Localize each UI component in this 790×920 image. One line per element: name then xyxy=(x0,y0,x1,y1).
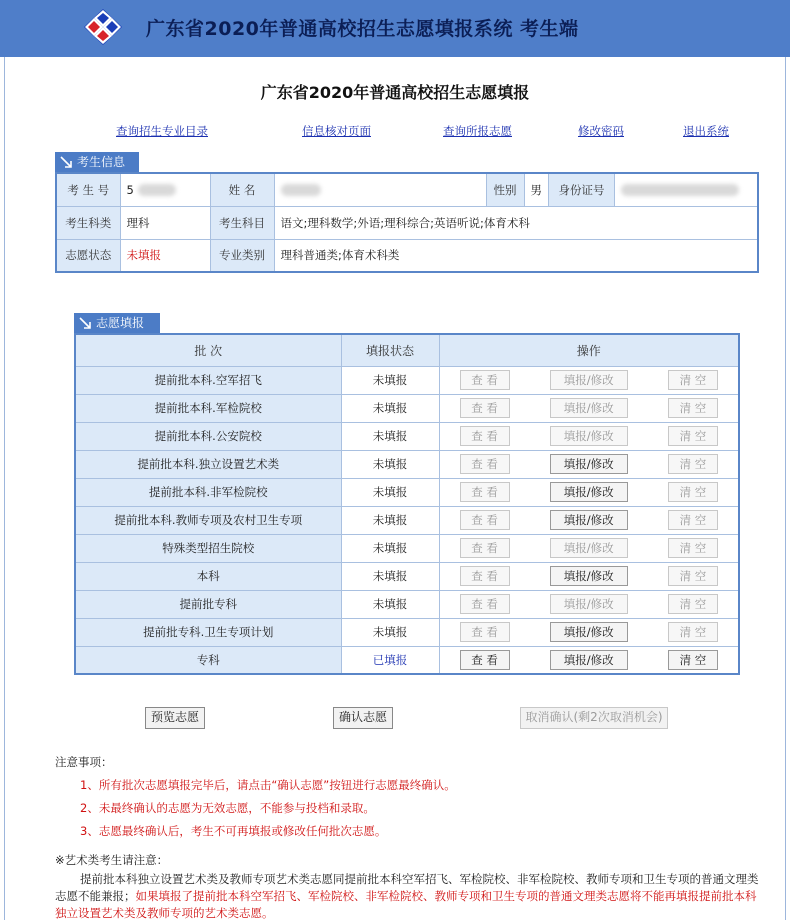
applications-body xyxy=(75,366,739,674)
subjects-label: 考生科目 xyxy=(210,206,274,239)
edit-button[interactable]: 填报/修改 xyxy=(550,510,628,530)
edit-button[interactable]: 填报/修改 xyxy=(550,398,628,418)
art-notes-heading: ※艺术类考生请注意： xyxy=(55,853,169,867)
system-title: 广东省2020年普通高校招生志愿填报系统 考生端 xyxy=(146,18,579,40)
clear-button[interactable]: 清 空 xyxy=(668,482,718,502)
table-header-row xyxy=(75,334,739,366)
major-type-value: 理科普通类;体育术科类 xyxy=(274,239,758,272)
table-row xyxy=(75,478,739,506)
category-label: 考生科类 xyxy=(56,206,120,239)
blue-red-diamond-logo-icon xyxy=(78,8,128,46)
view-button[interactable]: 查 看 xyxy=(460,650,510,670)
status-cell: 未填报 xyxy=(341,618,439,646)
info-row xyxy=(56,206,758,239)
notes-heading: 注意事项： xyxy=(55,755,113,769)
info-row xyxy=(56,173,758,206)
ops-cell xyxy=(439,618,739,646)
ops-cell xyxy=(439,562,739,590)
col-status-header: 填报状态 xyxy=(341,334,439,366)
view-button[interactable]: 查 看 xyxy=(460,370,510,390)
table-row xyxy=(75,562,739,590)
name-value xyxy=(274,173,486,206)
exam-no-value xyxy=(120,173,210,206)
link-info-verify[interactable]: 信息核对页面 xyxy=(302,124,371,138)
applications-table xyxy=(74,333,740,675)
student-info-tab-label: 考生信息 xyxy=(77,155,126,169)
clear-button[interactable]: 清 空 xyxy=(668,566,718,586)
edit-button[interactable]: 填报/修改 xyxy=(550,370,628,390)
table-row xyxy=(75,394,739,422)
view-button[interactable]: 查 看 xyxy=(460,398,510,418)
preview-button[interactable]: 预览志愿 xyxy=(145,707,205,729)
student-info-table xyxy=(55,172,759,273)
exam-no-text: 5 xyxy=(126,182,134,197)
page-title: 广东省2020年普通高校招生志愿填报 xyxy=(260,83,530,102)
clear-button[interactable]: 清 空 xyxy=(668,426,718,446)
id-label: 身份证号 xyxy=(549,173,615,206)
cancel-confirm-button[interactable]: 取消确认(剩2次取消机会) xyxy=(520,707,668,729)
batch-cell: 提前批专科.卫生专项计划 xyxy=(75,618,341,646)
exam-no-label: 考 生 号 xyxy=(56,173,120,206)
category-value: 理科 xyxy=(120,206,210,239)
gender-label: 性别 xyxy=(486,173,524,206)
note-item: 3、志愿最终确认后，考生不可再填报或修改任何批次志愿。 xyxy=(80,824,387,838)
status-cell: 未填报 xyxy=(341,590,439,618)
link-logout[interactable]: 退出系统 xyxy=(683,124,729,138)
art-notes-warning: 如果填报了提前批本科空军招飞、军检院校、非军检院校、教师专项和卫生专项的普通文理类志愿将不能再填报提前批本科独立设置艺术类及教师专项的艺术类志愿。 xyxy=(55,889,757,920)
table-row xyxy=(75,534,739,562)
table-row xyxy=(75,366,739,394)
table-row xyxy=(75,422,739,450)
corner-arrow-icon xyxy=(78,316,92,330)
view-button[interactable]: 查 看 xyxy=(460,622,510,642)
ops-cell xyxy=(439,646,739,674)
link-change-password[interactable]: 修改密码 xyxy=(578,124,624,138)
view-button[interactable]: 查 看 xyxy=(460,482,510,502)
view-button[interactable]: 查 看 xyxy=(460,594,510,614)
redacted-blur xyxy=(138,184,176,196)
batch-cell: 提前批本科.非军检院校 xyxy=(75,478,341,506)
subjects-value: 语文;理科数学;外语;理科综合;英语听说;体育术科 xyxy=(274,206,758,239)
batch-cell: 特殊类型招生院校 xyxy=(75,534,341,562)
view-button[interactable]: 查 看 xyxy=(460,566,510,586)
art-notes-section xyxy=(55,852,767,920)
confirm-button[interactable]: 确认志愿 xyxy=(333,707,393,729)
applications-tab-label: 志愿填报 xyxy=(96,316,145,330)
table-row xyxy=(75,646,739,674)
ops-cell xyxy=(439,534,739,562)
clear-button[interactable]: 清 空 xyxy=(668,594,718,614)
edit-button[interactable]: 填报/修改 xyxy=(550,538,628,558)
view-button[interactable]: 查 看 xyxy=(460,538,510,558)
clear-button[interactable]: 清 空 xyxy=(668,454,718,474)
art-notes-body xyxy=(55,871,767,920)
edit-button[interactable]: 填报/修改 xyxy=(550,454,628,474)
edit-button[interactable]: 填报/修改 xyxy=(550,622,628,642)
gender-value: 男 xyxy=(524,173,549,206)
status-cell: 未填报 xyxy=(341,366,439,394)
link-major-catalog[interactable]: 查询招生专业目录 xyxy=(116,124,208,138)
batch-cell: 本科 xyxy=(75,562,341,590)
batch-cell: 提前批本科.公安院校 xyxy=(75,422,341,450)
status-label: 志愿状态 xyxy=(56,239,120,272)
batch-cell: 提前批本科.独立设置艺术类 xyxy=(75,450,341,478)
ops-cell xyxy=(439,366,739,394)
batch-cell: 提前批本科.教师专项及农村卫生专项 xyxy=(75,506,341,534)
clear-button[interactable]: 清 空 xyxy=(668,538,718,558)
art-notes-text: 提前批本科独立设置艺术类及教师专项艺术类志愿同提前批本科空军招飞、军检院校、非军检院校、教师专项和卫生专项的普通文理类志愿不能兼报； xyxy=(55,872,759,903)
edit-button[interactable]: 填报/修改 xyxy=(550,566,628,586)
status-cell: 未填报 xyxy=(341,478,439,506)
table-row xyxy=(75,450,739,478)
ops-cell xyxy=(439,506,739,534)
status-cell: 未填报 xyxy=(341,562,439,590)
major-type-label: 专业类别 xyxy=(210,239,274,272)
ops-cell xyxy=(439,478,739,506)
edit-button[interactable]: 填报/修改 xyxy=(550,650,628,670)
table-row xyxy=(75,590,739,618)
batch-cell: 提前批本科.空军招飞 xyxy=(75,366,341,394)
note-item: 1、所有批次志愿填报完毕后，请点击“确认志愿”按钮进行志愿最终确认。 xyxy=(80,778,456,792)
info-row xyxy=(56,239,758,272)
edit-button[interactable]: 填报/修改 xyxy=(550,426,628,446)
name-label: 姓 名 xyxy=(210,173,274,206)
header-bar xyxy=(0,0,790,57)
batch-cell: 提前批专科 xyxy=(75,590,341,618)
ops-cell xyxy=(439,394,739,422)
id-value xyxy=(615,173,759,206)
clear-button[interactable]: 清 空 xyxy=(668,370,718,390)
view-button[interactable]: 查 看 xyxy=(460,426,510,446)
edit-button[interactable]: 填报/修改 xyxy=(550,594,628,614)
view-button[interactable]: 查 看 xyxy=(460,454,510,474)
ops-cell xyxy=(439,422,739,450)
note-item: 2、未最终确认的志愿为无效志愿，不能参与投档和录取。 xyxy=(80,801,375,815)
status-cell: 未填报 xyxy=(341,506,439,534)
table-row xyxy=(75,506,739,534)
corner-arrow-icon xyxy=(59,155,73,169)
redacted-blur xyxy=(621,184,739,196)
status-cell: 未填报 xyxy=(341,450,439,478)
batch-cell: 提前批本科.军检院校 xyxy=(75,394,341,422)
notes-section xyxy=(55,754,765,846)
clear-button[interactable]: 清 空 xyxy=(668,650,718,670)
applications-tab xyxy=(74,313,160,333)
ops-cell xyxy=(439,590,739,618)
clear-button[interactable]: 清 空 xyxy=(668,398,718,418)
link-query-applications[interactable]: 查询所报志愿 xyxy=(443,124,512,138)
clear-button[interactable]: 清 空 xyxy=(668,510,718,530)
status-cell: 未填报 xyxy=(341,534,439,562)
redacted-blur xyxy=(281,184,321,196)
col-batch-header: 批 次 xyxy=(75,334,341,366)
status-value: 未填报 xyxy=(120,239,210,272)
edit-button[interactable]: 填报/修改 xyxy=(550,482,628,502)
table-row xyxy=(75,618,739,646)
col-ops-header: 操作 xyxy=(439,334,739,366)
student-info-tab xyxy=(55,152,139,172)
view-button[interactable]: 查 看 xyxy=(460,510,510,530)
status-cell: 已填报 xyxy=(341,646,439,674)
status-cell: 未填报 xyxy=(341,422,439,450)
clear-button[interactable]: 清 空 xyxy=(668,622,718,642)
status-cell: 未填报 xyxy=(341,394,439,422)
batch-cell: 专科 xyxy=(75,646,341,674)
ops-cell xyxy=(439,450,739,478)
